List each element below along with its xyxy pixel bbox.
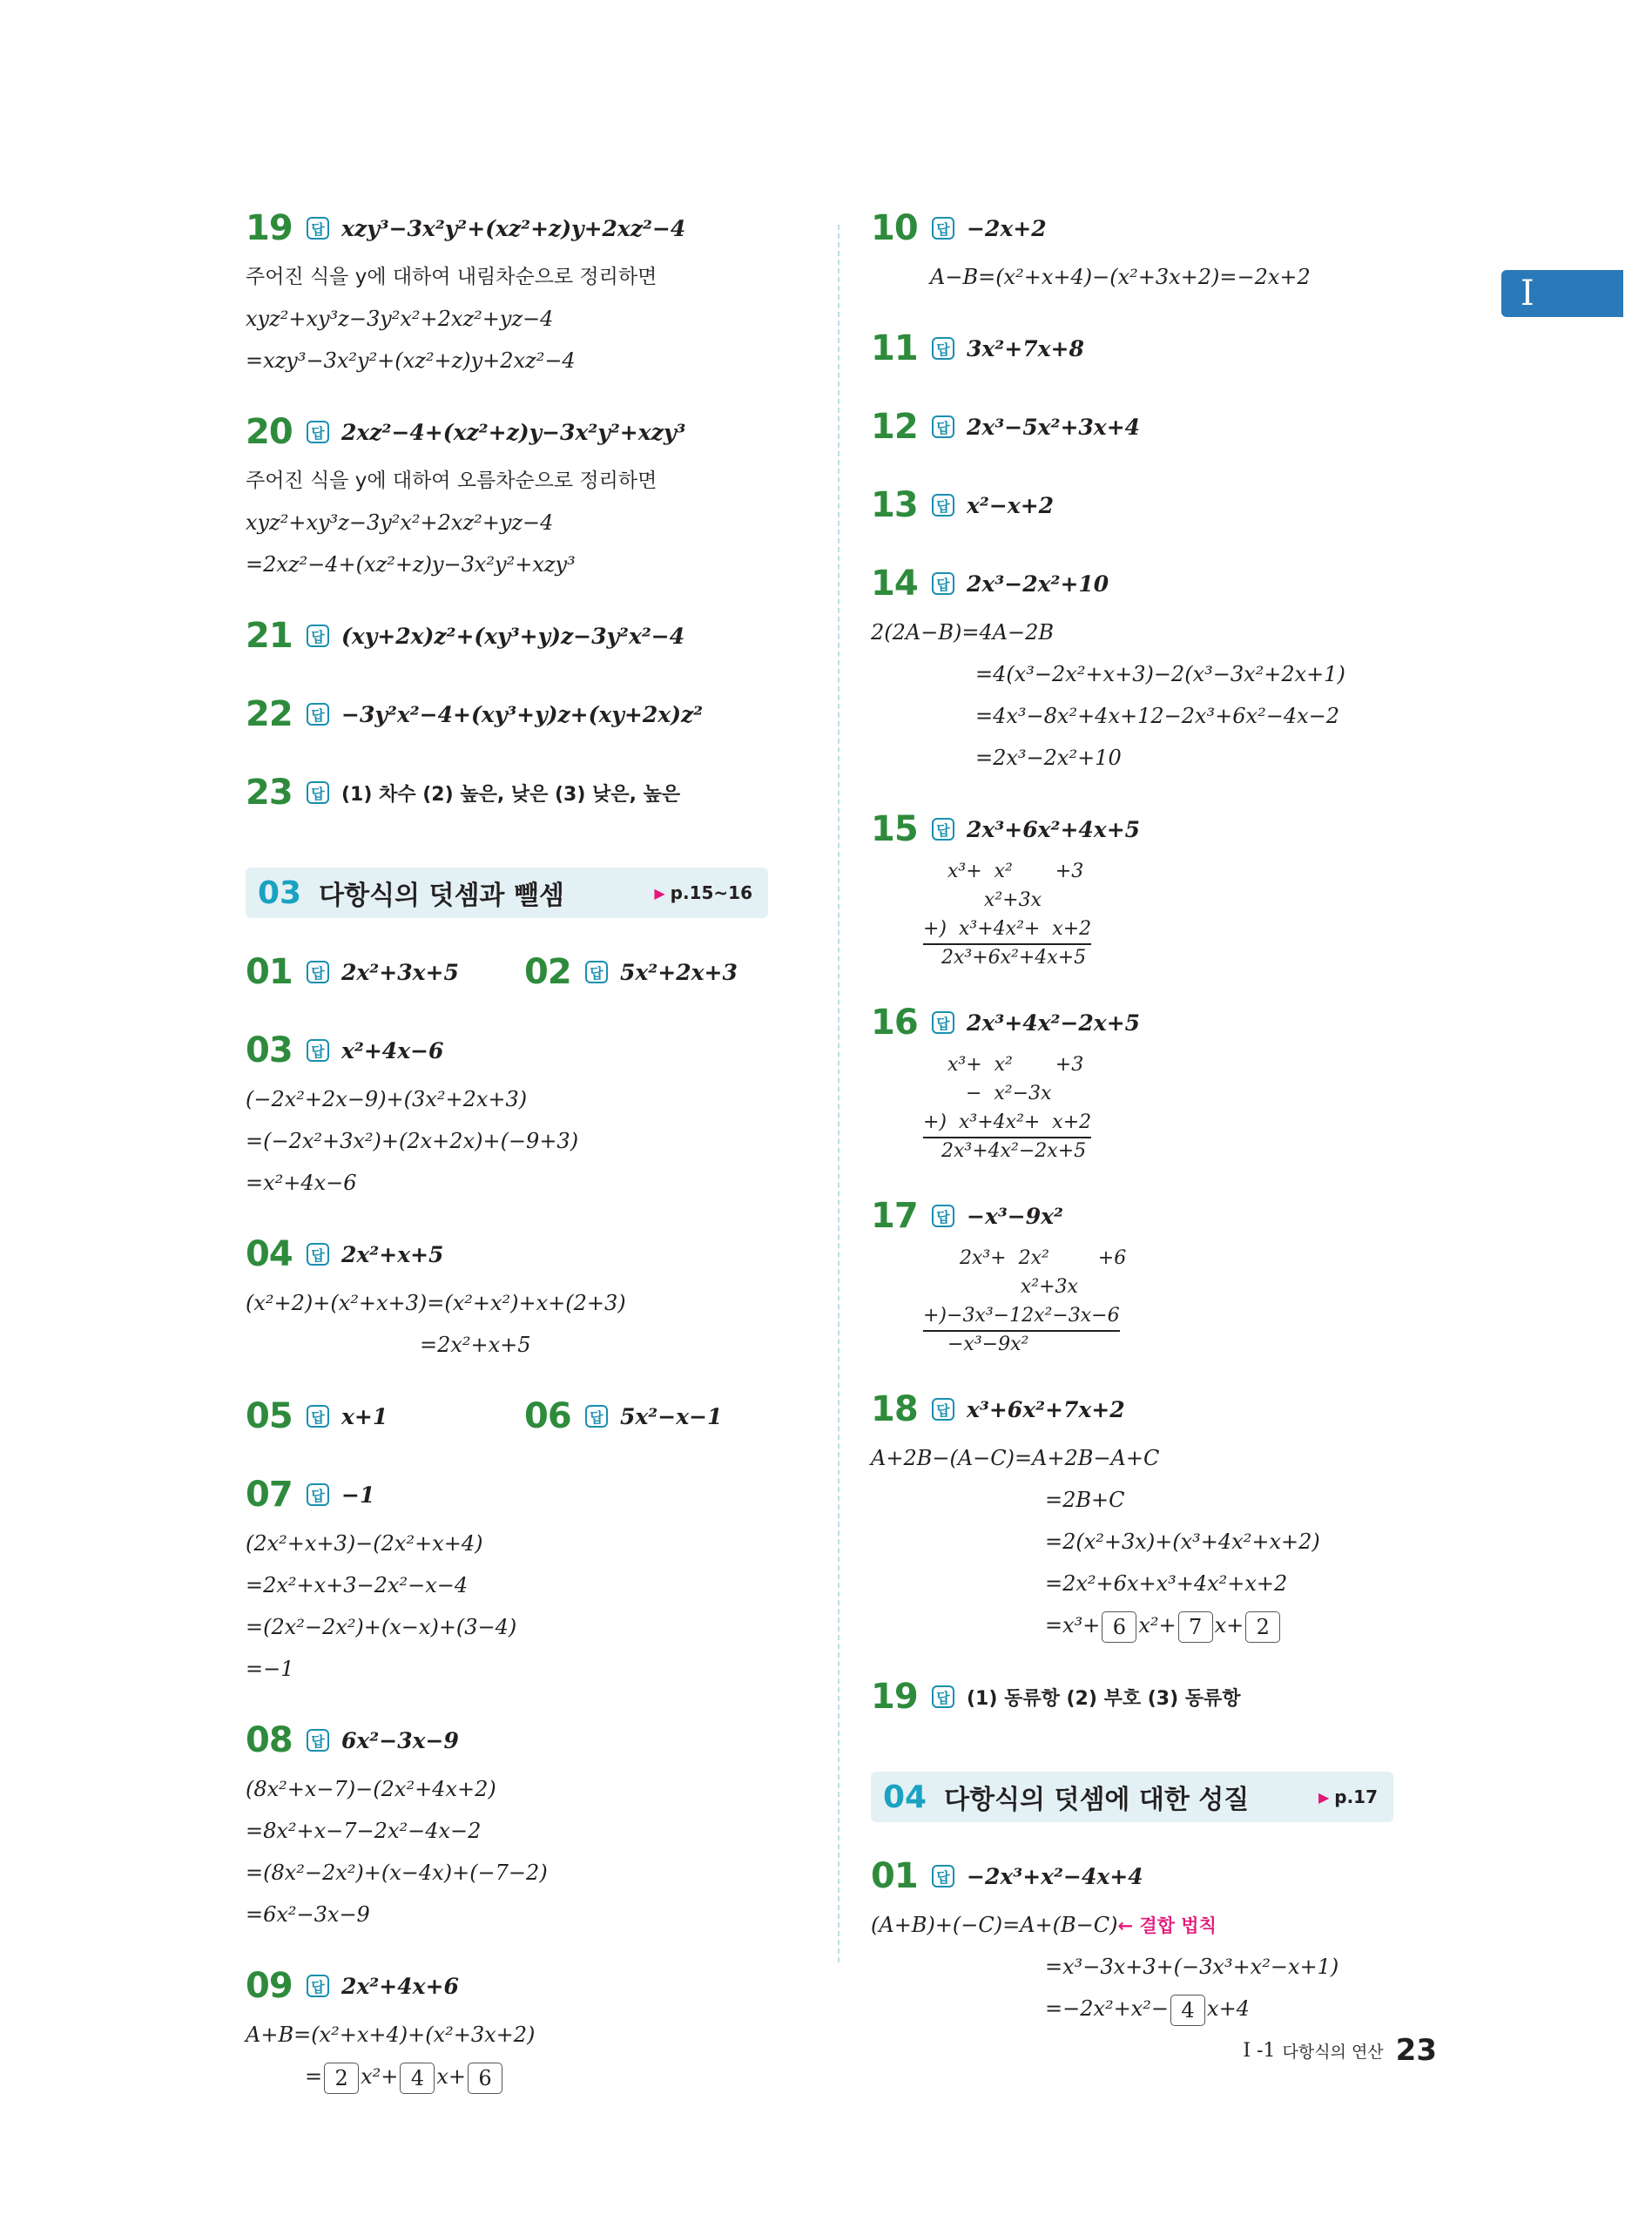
triangle-icon: ▶	[654, 884, 665, 902]
problem-number: 09	[246, 1966, 293, 2006]
problem-number: 04	[246, 1234, 293, 1274]
solution-line: A+B=(x²+x+4)+(x²+3x+2)	[246, 2023, 536, 2047]
answer-badge: 답	[932, 337, 954, 360]
problem-17	[871, 1188, 1428, 1359]
answer-badge: 답	[932, 1865, 954, 1887]
vertical-addition	[871, 857, 1428, 972]
answer-badge: 답	[932, 572, 954, 595]
answer: 2xz²−4+(xz²+z)y−3x²y²+xzy³	[341, 419, 686, 445]
answer-badge: 답	[585, 961, 608, 983]
problem-16	[871, 995, 1428, 1165]
answer: 5x²+2x+3	[620, 959, 738, 985]
solution-line: =2(x²+3x)+(x³+4x²+x+2)	[1045, 1530, 1320, 1554]
answer: 2x³−2x²+10	[967, 571, 1109, 597]
problem-number: 05	[246, 1396, 293, 1436]
sum-row: 2x³+4x²−2x+5	[923, 1140, 1087, 1162]
solution-line: =(8x²−2x²)+(x−4x)+(−7−2)	[246, 1860, 548, 1885]
problem-09	[246, 1958, 803, 2097]
problem-05	[246, 1388, 524, 1444]
solution-line: (8x²+x−7)−(2x²+4x+2)	[246, 1777, 496, 1801]
vertical-addition	[871, 1050, 1428, 1165]
problem-number: 15	[871, 809, 918, 849]
blank-box: 2	[324, 2063, 359, 2094]
problem-number: 01	[246, 952, 293, 992]
answer-badge: 답	[585, 1405, 608, 1428]
solution-line: =2x²+x+3−2x²−x−4	[246, 1573, 469, 1597]
answer: 2x³+4x²−2x+5	[967, 1010, 1141, 1036]
problem-number: 22	[246, 694, 293, 734]
column-divider	[838, 225, 839, 1962]
footer-section: I -1	[1243, 2039, 1276, 2062]
answer-badge: 답	[307, 1405, 329, 1428]
problem-number: 12	[871, 407, 918, 447]
problem-10	[871, 200, 1428, 298]
answer: −3y²x²−4+(xy³+y)z+(xy+2x)z²	[341, 701, 704, 727]
addend-row: x²+3x	[923, 889, 1042, 911]
problem-07	[246, 1467, 803, 1690]
annotation-note: ← 결합 법칙	[1117, 1915, 1217, 1936]
blank-box: 4	[400, 2063, 435, 2094]
answer-badge: 답	[932, 1205, 954, 1227]
answer: 3x²+7x+8	[967, 335, 1084, 361]
answer-badge: 답	[307, 625, 329, 647]
problem-19	[246, 200, 803, 382]
answer: x²−x+2	[967, 492, 1055, 518]
problem-03	[246, 1023, 803, 1204]
problem-14	[871, 556, 1428, 779]
chapter-tab: I	[1501, 270, 1623, 317]
solution-line: =xzy³−3x²y²+(xz²+z)y+2xz²−4	[246, 348, 576, 373]
solution-line: A−B=(x²+x+4)−(x²+3x+2)=−2x+2	[930, 265, 1311, 289]
problem-01b	[871, 1848, 1428, 2029]
page-reference: p.17	[1334, 1786, 1378, 1807]
problem-21	[246, 608, 803, 664]
solution-line: =2x²+6x+x³+4x²+x+2	[1045, 1571, 1288, 1596]
answer-badge: 답	[932, 1011, 954, 1034]
answer: 2x²+x+5	[341, 1241, 444, 1267]
answer: −x³−9x²	[967, 1203, 1063, 1229]
answer-badge: 답	[932, 1685, 954, 1708]
problem-13	[871, 477, 1428, 533]
vertical-addition	[871, 1244, 1428, 1359]
solution-line: =2B+C	[1045, 1488, 1125, 1512]
addend-row: x³+ x² +3	[923, 861, 1084, 882]
problem-04	[246, 1226, 803, 1366]
solution-line: (−2x²+2x−9)+(3x²+2x+3)	[246, 1087, 528, 1111]
problem-number: 18	[871, 1389, 918, 1429]
answer: xzy³−3x²y²+(xz²+z)y+2xz²−4	[341, 215, 686, 241]
problem-11	[871, 321, 1428, 376]
problem-15	[871, 801, 1428, 972]
right-column	[871, 200, 1428, 2052]
sum-row: −x³−9x²	[923, 1334, 1029, 1355]
solution-line: =x²+4x−6	[246, 1171, 357, 1195]
answer: 5x²−x−1	[620, 1403, 723, 1429]
sum-row: 2x³+6x²+4x+5	[923, 947, 1087, 969]
answer-badge: 답	[307, 1975, 329, 1997]
addend-row: +) x³+4x²+ x+2	[923, 1108, 1091, 1138]
problem-number: 02	[524, 952, 571, 992]
solution-line: =4(x³−2x²+x+3)−2(x³−3x²+2x+1)	[975, 662, 1345, 686]
section-title: 다항식의 덧셈에 대한 성질	[944, 1785, 1250, 1815]
addend-row: 2x³+ 2x² +6	[923, 1247, 1127, 1269]
page-number: 23	[1395, 2033, 1437, 2068]
answer-badge: 답	[307, 1039, 329, 1062]
answer: −1	[341, 1482, 375, 1508]
problem-number: 03	[246, 1030, 293, 1070]
problem-number: 10	[871, 208, 918, 248]
solution-line: =4x³−8x²+4x+12−2x³+6x²−4x−2	[975, 704, 1339, 728]
answer: 2x²+4x+6	[341, 1973, 459, 1999]
solution-line: xyz²+xy³z−3y²x²+2xz²+yz−4	[246, 510, 554, 535]
problem-23	[246, 765, 803, 820]
answer-badge: 답	[307, 961, 329, 983]
answer-badge: 답	[307, 1483, 329, 1506]
problem-number: 16	[871, 1003, 918, 1043]
answer: (xy+2x)z²+(xy³+y)z−3y²x²−4	[341, 623, 685, 649]
answer: 2x²+3x+5	[341, 959, 459, 985]
blank-box: 2	[1245, 1611, 1280, 1643]
left-column	[246, 200, 803, 2120]
solution-line: =2xz²−4+(xz²+z)y−3x²y²+xzy³	[246, 552, 576, 577]
answer: 6x²−3x−9	[341, 1727, 459, 1753]
answer-badge: 답	[932, 1398, 954, 1421]
solution-line: (2x²+x+3)−(2x²+x+4)	[246, 1531, 483, 1556]
problem-number: 13	[871, 485, 918, 525]
solution-line: =x³+ 6 x²+ 7 x+ 2	[871, 1604, 1428, 1646]
problem-18	[871, 1381, 1428, 1646]
equation: (A+B)+(−C)=A+(B−C)	[871, 1913, 1118, 1937]
problem-number: 23	[246, 773, 293, 813]
problem-12	[871, 399, 1428, 455]
answer: x+1	[341, 1403, 388, 1429]
solution-line: =2x³−2x²+10	[975, 746, 1122, 770]
problem-number: 11	[871, 328, 918, 368]
problem-number: 20	[246, 412, 293, 452]
answer-badge: 답	[307, 703, 329, 726]
answer-badge: 답	[932, 818, 954, 841]
addend-row: − x²−3x	[923, 1083, 1052, 1104]
answer-badge: 답	[307, 421, 329, 443]
answer-badge: 답	[932, 494, 954, 517]
problem-02	[524, 944, 803, 1000]
solution-line: =2x²+x+5	[420, 1333, 531, 1357]
answer: x³+6x²+7x+2	[967, 1396, 1125, 1422]
solution-line: 2(2A−B)=4A−2B	[871, 620, 1055, 645]
problem-number: 07	[246, 1475, 293, 1515]
answer-badge: 답	[307, 1243, 329, 1266]
answer-badge: 답	[932, 415, 954, 438]
answer: x²+4x−6	[341, 1037, 444, 1064]
solution-line: =(2x²−2x²)+(x−x)+(3−4)	[246, 1615, 517, 1639]
answer: (1) 동류항 (2) 부호 (3) 동류항	[967, 1687, 1241, 1710]
solution-line: =6x²−3x−9	[246, 1902, 370, 1927]
solution-line: (x²+2)+(x²+x+3)=(x²+x²)+x+(2+3)	[246, 1291, 626, 1315]
solution-line: =−1	[246, 1657, 294, 1681]
section-header-04	[871, 1772, 1393, 1822]
blank-box: 6	[1102, 1611, 1136, 1643]
solution-line: =x³−3x+3+(−3x³+x²−x+1)	[1045, 1955, 1339, 1979]
problem-06	[524, 1388, 803, 1444]
answer: −2x+2	[967, 215, 1047, 241]
page-reference: p.15~16	[670, 882, 752, 903]
addend-row: x³+ x² +3	[923, 1054, 1084, 1076]
solution-line: 주어진 식을 y에 대하여 오름차순으로 정리하면	[246, 469, 657, 492]
answer-badge: 답	[932, 217, 954, 240]
problem-08	[246, 1712, 803, 1935]
solution-line	[871, 1904, 1428, 1946]
problem-number: 17	[871, 1196, 918, 1236]
problem-number: 08	[246, 1720, 293, 1760]
solution-line: =8x²+x−7−2x²−4x−2	[246, 1819, 482, 1843]
solution-line: 주어진 식을 y에 대하여 내림차순으로 정리하면	[246, 266, 657, 288]
blank-box: 7	[1178, 1611, 1213, 1643]
answer: 2x³−5x²+3x+4	[967, 414, 1141, 440]
problem-22	[246, 686, 803, 742]
section-header-03	[246, 868, 768, 918]
solution-line: xyz²+xy³z−3y²x²+2xz²+yz−4	[246, 307, 554, 331]
section-title: 다항식의 덧셈과 뺄셈	[319, 881, 564, 911]
problem-19b	[871, 1669, 1428, 1725]
answer-badge: 답	[307, 1729, 329, 1752]
solution-line: =(−2x²+3x²)+(2x+2x)+(−9+3)	[246, 1129, 579, 1153]
problem-number: 19	[246, 208, 293, 248]
section-number: 04	[883, 1779, 927, 1815]
answer-badge: 답	[307, 781, 329, 804]
page-footer	[1237, 2029, 1437, 2071]
triangle-icon: ▶	[1318, 1788, 1330, 1806]
blank-box: 4	[1170, 1995, 1205, 2026]
footer-title: 다항식의 연산	[1282, 2042, 1384, 2062]
solution-line: = 2 x²+ 4 x+ 6	[246, 2056, 803, 2097]
answer: (1) 차수 (2) 높은, 낮은 (3) 낮은, 높은	[341, 783, 681, 806]
problem-number: 01	[871, 1856, 918, 1896]
answer-badge: 답	[307, 217, 329, 240]
problem-number: 19	[871, 1677, 918, 1717]
answer: 2x³+6x²+4x+5	[967, 816, 1141, 842]
problem-20	[246, 404, 803, 585]
solution-line: =−2x²+x²− 4 x+4	[871, 1988, 1428, 2029]
problem-number: 06	[524, 1396, 571, 1436]
blank-box: 6	[468, 2063, 502, 2094]
problem-01	[246, 944, 524, 1000]
problem-number: 21	[246, 616, 293, 656]
answer: −2x³+x²−4x+4	[967, 1863, 1143, 1889]
addend-row: x²+3x	[923, 1276, 1078, 1298]
section-number: 03	[258, 875, 302, 911]
problem-number: 14	[871, 564, 918, 604]
addend-row: +) x³+4x²+ x+2	[923, 915, 1091, 945]
solution-line: A+2B−(A−C)=A+2B−A+C	[871, 1446, 1160, 1470]
addend-row: +)−3x³−12x²−3x−6	[923, 1301, 1120, 1332]
